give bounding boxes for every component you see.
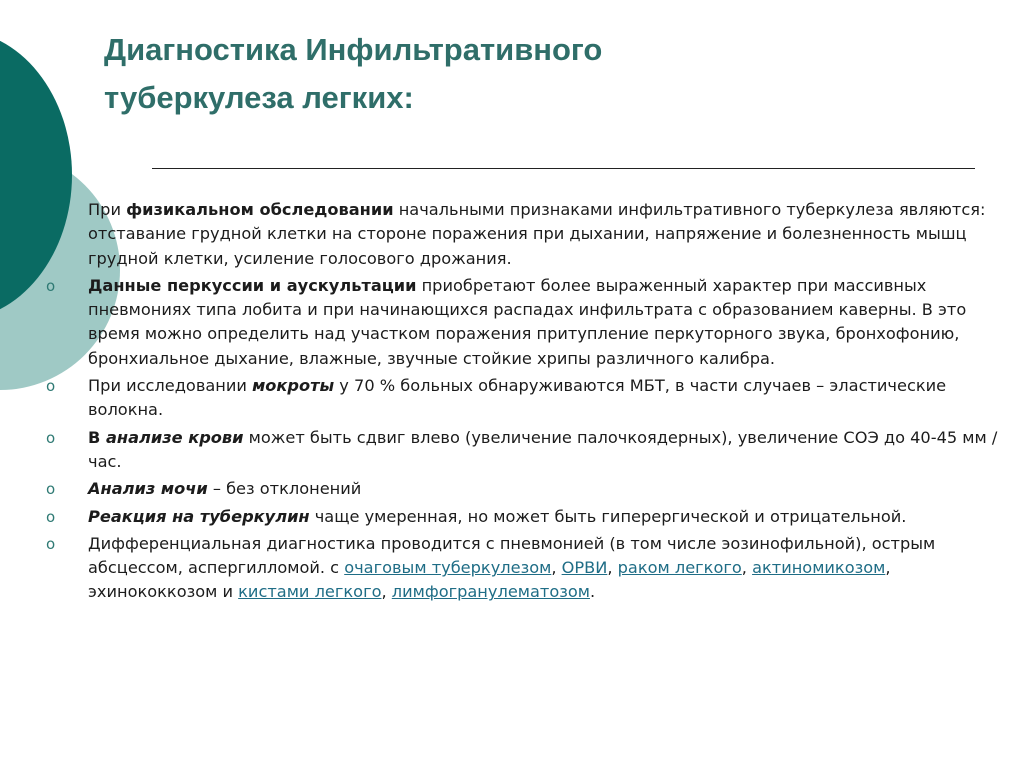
bullet-icon: o (46, 428, 56, 447)
title-line-2: туберкулеза легких: (104, 80, 414, 115)
list-item-percussion (46, 274, 1001, 371)
bullet-icon: o (46, 276, 56, 295)
bullet-icon: o (46, 377, 56, 396)
list-item-differential (46, 532, 1001, 605)
list-item-urine (46, 477, 1001, 501)
list-item-physical-exam (46, 198, 1001, 271)
list-item-sputum (46, 374, 1001, 423)
slide-title (104, 26, 924, 122)
item-text-prefix: При исследовании (88, 376, 253, 396)
link-lung-cysts[interactable]: кистами легкого (238, 582, 382, 602)
separator: , (741, 558, 753, 578)
list-item-tuberculin (46, 505, 1001, 529)
item-text-bold-italic: анализе крови (105, 427, 244, 447)
list-item-blood (46, 426, 1001, 475)
bullet-icon: o (46, 534, 56, 553)
link-actinomycosis[interactable]: актиномикозом (752, 558, 886, 578)
link-focal-tuberculosis[interactable]: очаговым туберкулезом (344, 558, 552, 578)
item-text-bold-italic: мокроты (252, 376, 335, 396)
item-text: у 70 % больных обнаруживаются МБТ, в части случаев – эластические волокна. (88, 376, 947, 420)
item-text: приобретают более выраженный характер при массивных пневмониях типа лобита и при начинающихся распадах инфильтрата с образованием каверны. В это время можно определить над участком поражения притупление перкуторного звука, бронхофонию, бронхиальное дыхание, влажные, звучные стойкие хрипы различного калибра. (88, 275, 967, 368)
item-text: может быть сдвиг влево (увеличение палочкоядерных), увеличение СОЭ до 40-45 мм /час. (88, 427, 998, 471)
separator: , (381, 582, 392, 602)
item-text: – без отклонений (207, 479, 362, 499)
bullet-icon: o (46, 480, 56, 499)
link-lung-cancer[interactable]: раком легкого (617, 558, 742, 578)
title-divider (152, 168, 975, 169)
title-line-1: Диагностика Инфильтративного (104, 32, 603, 67)
item-text-bold: В (88, 427, 106, 447)
item-text: Дифференциальная диагностика проводится с пневмонией (в том числе эозинофильной), острым абсцессом, аспергилломой. с (88, 533, 936, 578)
item-text-bold-italic: Анализ мочи (88, 479, 208, 499)
item-text-prefix: При (88, 200, 127, 219)
slide-body (46, 198, 1001, 608)
item-text-bold: физикальном обследовании (126, 200, 394, 219)
separator: , (607, 558, 618, 578)
terminal-period: . (589, 582, 596, 602)
item-text-bold-italic: Реакция на туберкулин (88, 506, 310, 526)
link-lymphogranulomatosis[interactable]: лимфогранулематозом (391, 582, 590, 602)
item-text-bold: Данные перкуссии и аускультации (88, 275, 417, 295)
bullet-icon: o (46, 507, 56, 526)
item-text: начальными признаками инфильтративного туберкулеза являются: отставание грудной клетки на стороне поражения при дыхании, напряжение и болезненность мышц грудной клетки, усиление голосового дрожания. (88, 200, 986, 268)
separator: , (551, 558, 562, 578)
item-text: чаще умеренная, но может быть гиперергической и отрицательной. (309, 506, 907, 526)
link-arvi[interactable]: ОРВИ (561, 558, 608, 578)
separator: , эхинококкозом и (88, 558, 891, 602)
